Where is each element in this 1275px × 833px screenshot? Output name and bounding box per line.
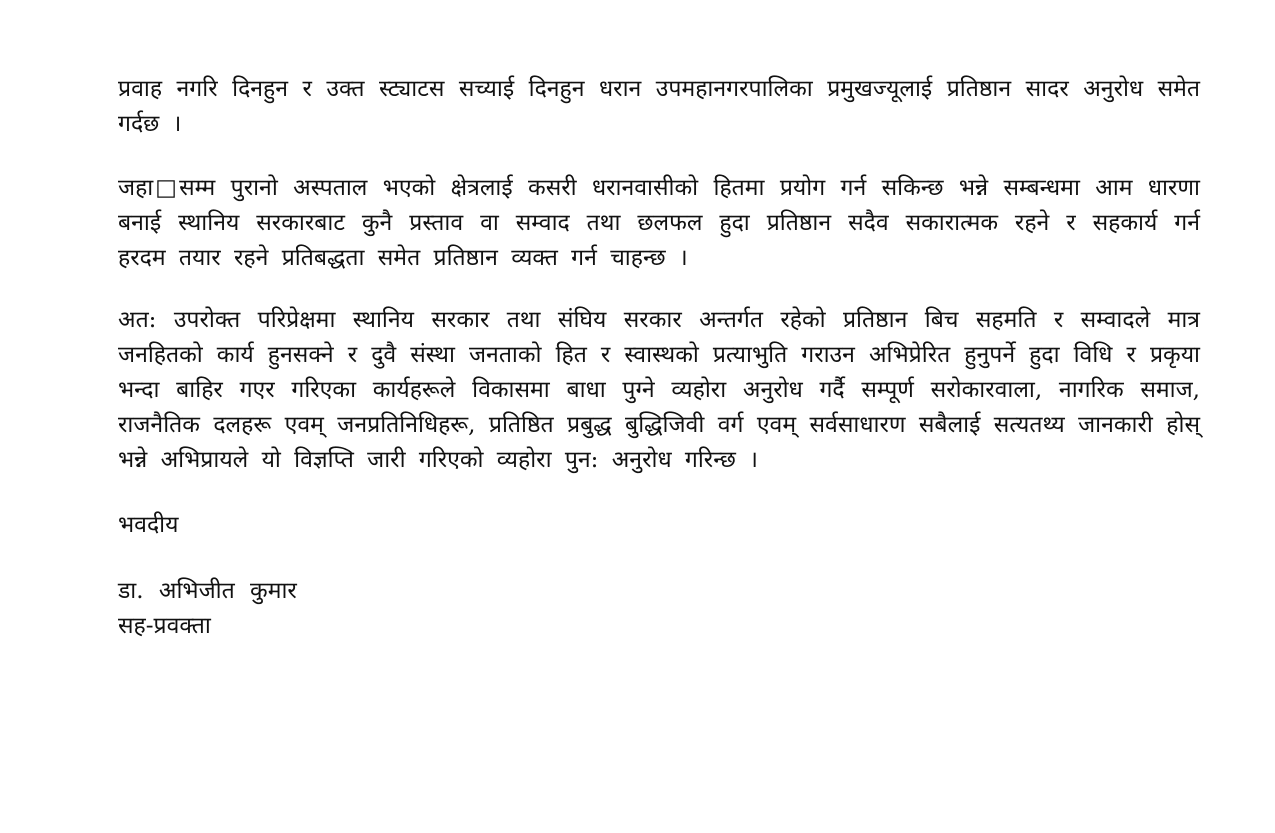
signer-title: सह-प्रवक्ता — [118, 613, 211, 639]
letter-body — [118, 72, 1200, 644]
closing-salutation: भवदीय — [118, 512, 179, 538]
signer-name: डा. अभिजीत कुमार — [118, 578, 297, 604]
paragraph-request: प्रवाह नगरि दिनहुन र उक्त स्ट्याटस सच्याई दिनहुन धरान उपमहानगरपालिका प्रमुखज्यूलाई प्रतिष्ठान सादर अनुरोध समेत गर्दछ । — [118, 76, 1200, 137]
paragraph-commitment: जहा□सम्म पुरानो अस्पताल भएको क्षेत्रलाई कसरी धरानवासीको हितमा प्रयोग गर्न सकिन्छ भन्ने सम्बन्धमा आम धारणा बनाई स्थानिय सरकारबाट कुनै प्रस्ताव वा सम्वाद तथा छलफल हुदा प्रतिष्ठान सदैव सकारात्मक रहने र सहकार्य गर्न हरदम तयार रहने प्रतिबद्धता समेत प्रतिष्ठान व्यक्त गर्न चाहन्छ । — [118, 175, 1200, 271]
paragraph-appeal: अत: उपरोक्त परिप्रेक्षमा स्थानिय सरकार तथा संघिय सरकार अन्तर्गत रहेको प्रतिष्ठान बिच सहमति र सम्वादले मात्र जनहितको कार्य हुनसक्ने र दुवै संस्था जनताको हित र स्वास्थको प्रत्याभुति गराउन अभिप्रेरित हुनुपर्ने हुदा विधि र प्रकृया भन्दा बाहिर गएर गरिएका कार्यहरूले विकासमा बाधा पुग्ने व्यहोरा अनुरोध गर्दै सम्पूर्ण सरोकारवाला, नागरिक समाज, राजनैतिक दलहरू एवम् जनप्रतिनिधिहरू, प्रतिष्ठित प्रबुद्ध बुद्धिजिवी वर्ग एवम् सर्वसाधारण सबैलाई सत्यतथ्य जानकारी होस् भन्ने अभिप्रायले यो विज्ञप्ति जारी गरिएको व्यहोरा पुन: अनुरोध गरिन्छ । — [118, 307, 1200, 473]
